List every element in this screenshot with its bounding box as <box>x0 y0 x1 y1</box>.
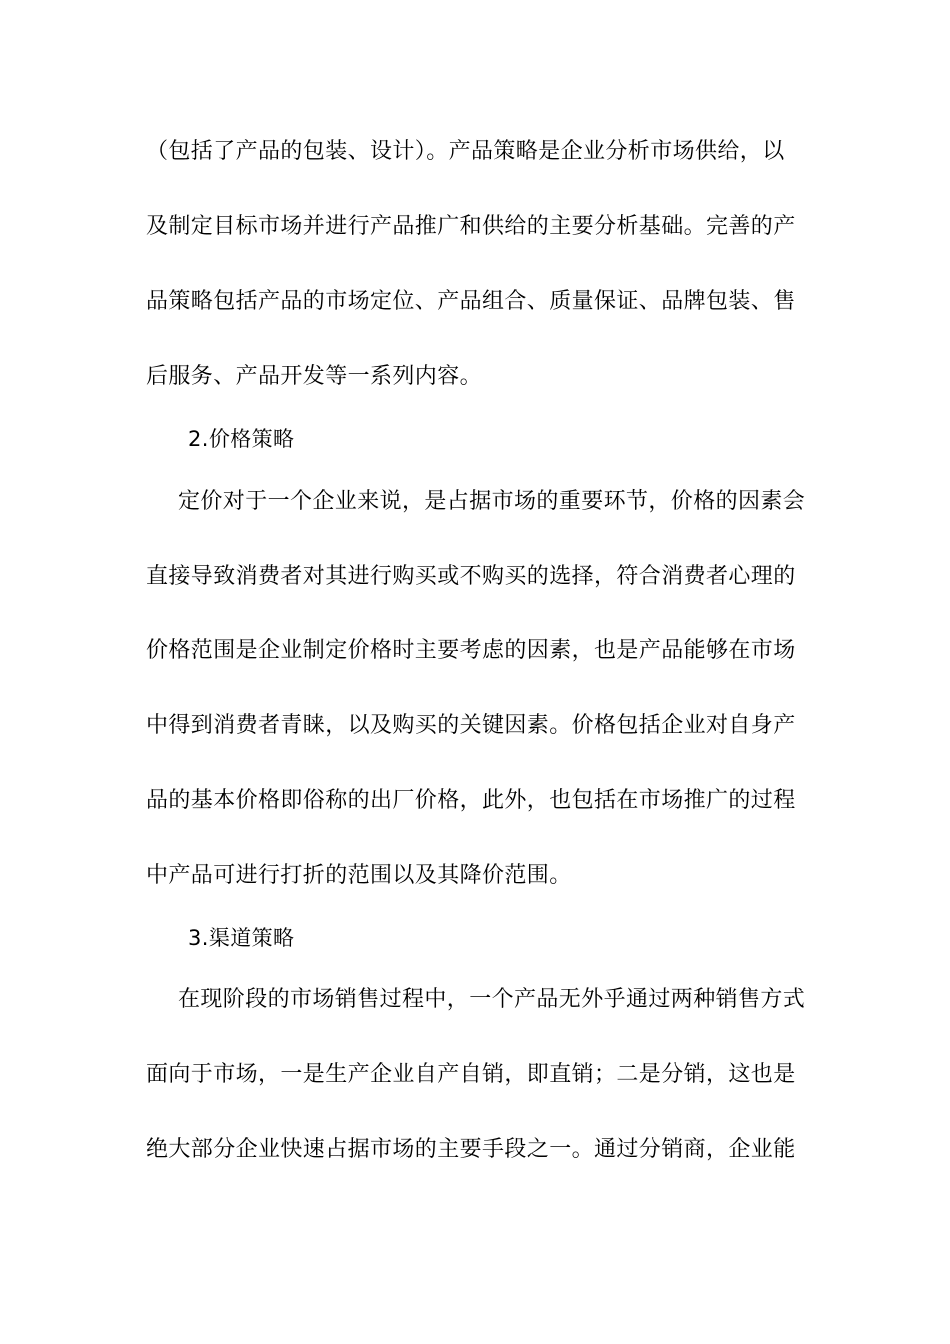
paragraph-line: 品的基本价格即俗称的出厂价格，此外，也包括在市场推广的过程 <box>146 788 796 813</box>
paragraph-line: 品策略包括产品的市场定位、产品组合、质量保证、品牌包装、售 <box>146 289 796 314</box>
paragraph-line: 面向于市场，一是生产企业自产自销，即直销；二是分销，这也是 <box>146 1062 796 1087</box>
paragraph-line: 在现阶段的市场销售过程中，一个产品无外乎通过两种销售方式 <box>178 987 806 1012</box>
paragraph-line: 定价对于一个企业来说，是占据市场的重要环节，价格的因素会 <box>178 489 806 514</box>
paragraph-line: 及制定目标市场并进行产品推广和供给的主要分析基础。完善的产 <box>146 214 796 239</box>
paragraph-line: （包括了产品的包装、设计）。产品策略是企业分析市场供给，以 <box>146 139 785 164</box>
paragraph-line: 中得到消费者青睐，以及购买的关键因素。价格包括企业对自身产 <box>146 713 796 738</box>
paragraph-line: 直接导致消费者对其进行购买或不购买的选择，符合消费者心理的 <box>146 564 796 589</box>
paragraph-line: 后服务、产品开发等一系列内容。 <box>146 364 483 389</box>
section-heading-price: 2.价格策略 <box>188 427 295 451</box>
section-heading-channel: 3.渠道策略 <box>188 926 295 950</box>
paragraph-line: 价格范围是企业制定价格时主要考虑的因素，也是产品能够在市场 <box>146 638 796 663</box>
paragraph-line: 绝大部分企业快速占据市场的主要手段之一。通过分销商，企业能 <box>146 1137 796 1162</box>
paragraph-line: 中产品可进行打折的范围以及其降价范围。 <box>146 863 572 888</box>
